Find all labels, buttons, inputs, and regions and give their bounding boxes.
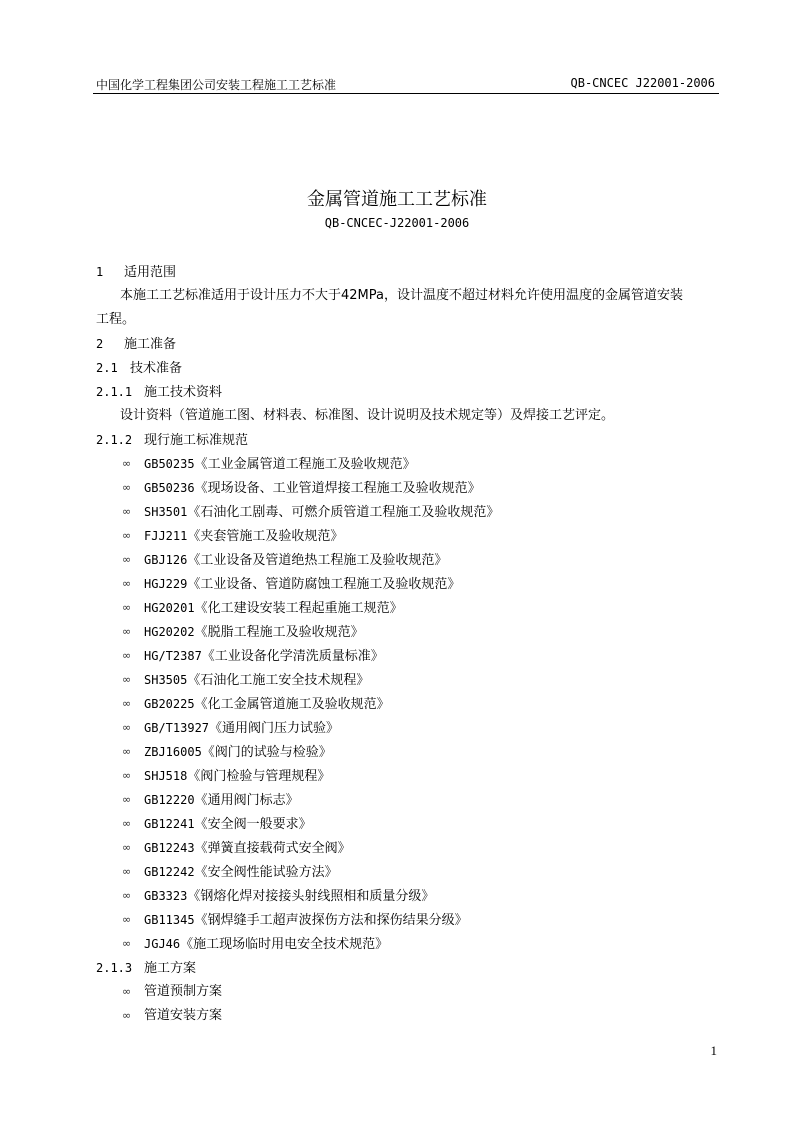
section-2-1-1-heading — [96, 383, 222, 402]
bullet-icon: ∞ — [122, 937, 132, 950]
standard-name: 《安全阀一般要求》 — [194, 817, 312, 832]
standard-item — [144, 479, 481, 498]
section-title: 现行施工标准规范 — [144, 433, 249, 448]
standard-item — [144, 455, 416, 474]
standard-code: GB12243 — [144, 841, 195, 855]
bullet-icon: ∞ — [122, 625, 132, 638]
bullet-icon: ∞ — [122, 1009, 132, 1022]
bullet-icon: ∞ — [122, 769, 132, 782]
standard-item — [144, 647, 384, 666]
standard-item — [144, 551, 447, 570]
standard-code: GB50236 — [144, 481, 195, 495]
standard-name: 《阀门的试验与检验》 — [201, 745, 332, 760]
standard-name: 《工业设备及管道绝热工程施工及验收规范》 — [187, 553, 448, 568]
standard-item — [144, 935, 388, 954]
standard-item — [144, 527, 343, 546]
page-number: 1 — [710, 1043, 717, 1058]
document-code: QB-CNCEC-J22001-2006 — [324, 216, 470, 230]
bullet-icon: ∞ — [122, 457, 132, 470]
standard-item — [144, 887, 434, 906]
standard-code: ZBJ16005 — [144, 745, 202, 759]
bullet-icon: ∞ — [122, 889, 132, 902]
standard-code: SH3505 — [144, 673, 188, 687]
document-title: 金属管道施工工艺标准 — [307, 189, 487, 210]
standard-name: 《现场设备、工业管道焊接工程施工及验收规范》 — [194, 481, 481, 496]
section-number: 2.1.1 — [96, 385, 133, 399]
standard-code: HGJ229 — [144, 577, 188, 591]
bullet-icon: ∞ — [122, 553, 132, 566]
standard-name: 《通用阀门标志》 — [194, 793, 299, 808]
standard-code: FJJ211 — [144, 529, 188, 543]
standard-code: GBJ126 — [144, 553, 188, 567]
standard-name: 《化工金属管道施工及验收规范》 — [194, 697, 390, 712]
bullet-icon: ∞ — [122, 673, 132, 686]
plan-item: 管道预制方案 — [144, 984, 223, 999]
section-number: 2.1.2 — [96, 433, 133, 447]
standard-code: HG/T2387 — [144, 649, 202, 663]
section-title: 施工准备 — [124, 337, 177, 352]
standard-item — [144, 599, 403, 618]
standard-code: SHJ518 — [144, 769, 188, 783]
bullet-icon: ∞ — [122, 529, 132, 542]
standard-name: 《工业金属管道工程施工及验收规范》 — [194, 457, 416, 472]
standard-code: SH3501 — [144, 505, 188, 519]
section-2-1-2-heading — [96, 431, 248, 450]
standard-item — [144, 719, 339, 738]
standard-item — [144, 695, 390, 714]
standard-name: 《脱脂工程施工及验收规范》 — [194, 625, 364, 640]
section-number: 2.1.3 — [96, 961, 133, 975]
standard-name: 《化工建设安装工程起重施工规范》 — [194, 601, 403, 616]
bullet-icon: ∞ — [122, 505, 132, 518]
standard-name: 《工业设备、管道防腐蚀工程施工及验收规范》 — [187, 577, 461, 592]
section-2-1-heading — [96, 359, 182, 378]
standard-code: GB/T13927 — [144, 721, 210, 735]
standard-name: 《钢熔化焊对接接头射线照相和质量分级》 — [187, 889, 435, 904]
section-title: 适用范围 — [124, 265, 177, 280]
bullet-icon: ∞ — [122, 481, 132, 494]
standard-code: GB20225 — [144, 697, 195, 711]
section-title: 技术准备 — [130, 361, 183, 376]
section-1-body-line2: 工程。 — [96, 312, 136, 327]
section-2-1-1-body: 设计资料（管道施工图、材料表、标准图、设计说明及技术规定等）及焊接工艺评定。 — [120, 408, 615, 423]
section-1-heading — [96, 263, 176, 282]
standard-code: JGJ46 — [144, 937, 181, 951]
bullet-icon: ∞ — [122, 601, 132, 614]
section-number: 2 — [96, 337, 104, 351]
standard-item — [144, 575, 460, 594]
standard-name: 《石油化工剧毒、可燃介质管道工程施工及验收规范》 — [187, 505, 500, 520]
standard-item — [144, 503, 499, 522]
section-2-heading — [96, 335, 176, 354]
standard-code: GB11345 — [144, 913, 195, 927]
section-2-1-3-heading — [96, 959, 196, 978]
standard-item — [144, 767, 330, 786]
standard-code: HG20201 — [144, 601, 195, 615]
standard-name: 《石油化工施工安全技术规程》 — [187, 673, 370, 688]
standard-name: 《安全阀性能试验方法》 — [194, 865, 338, 880]
section-1-body-line1: 本施工工艺标准适用于设计压力不大于42MPa，设计温度不超过材料允许使用温度的金属管道安装 — [120, 288, 683, 303]
standard-item — [144, 671, 369, 690]
standard-item — [144, 839, 351, 858]
standard-name: 《钢焊缝手工超声波探伤方法和探伤结果分级》 — [194, 913, 468, 928]
standard-code: GB12242 — [144, 865, 195, 879]
bullet-icon: ∞ — [122, 577, 132, 590]
bullet-icon: ∞ — [122, 745, 132, 758]
standard-name: 《施工现场临时用电安全技术规范》 — [180, 937, 389, 952]
section-title: 施工技术资料 — [144, 385, 223, 400]
header-rule — [93, 93, 719, 94]
standard-item — [144, 743, 332, 762]
bullet-icon: ∞ — [122, 817, 132, 830]
section-number: 2.1 — [96, 361, 118, 375]
bullet-icon: ∞ — [122, 913, 132, 926]
standard-name: 《通用阀门压力试验》 — [209, 721, 340, 736]
standard-code: GB50235 — [144, 457, 195, 471]
bullet-icon: ∞ — [122, 649, 132, 662]
section-number: 1 — [96, 265, 104, 279]
standard-name: 《弹簧直接载荷式安全阀》 — [194, 841, 351, 856]
standard-name: 《夹套管施工及验收规范》 — [187, 529, 344, 544]
bullet-icon: ∞ — [122, 697, 132, 710]
bullet-icon: ∞ — [122, 793, 132, 806]
standard-code: GB12220 — [144, 793, 195, 807]
standard-code: HG20202 — [144, 625, 195, 639]
standard-item — [144, 623, 364, 642]
standard-name: 《工业设备化学清洗质量标准》 — [201, 649, 384, 664]
standard-code: GB12241 — [144, 817, 195, 831]
plan-item: 管道安装方案 — [144, 1008, 223, 1023]
standard-item — [144, 815, 312, 834]
bullet-icon: ∞ — [122, 721, 132, 734]
standard-item — [144, 863, 338, 882]
bullet-icon: ∞ — [122, 865, 132, 878]
standard-code: GB3323 — [144, 889, 188, 903]
standard-item — [144, 791, 299, 810]
section-title: 施工方案 — [144, 961, 197, 976]
header-right-code: QB-CNCEC J22001-2006 — [570, 76, 715, 90]
bullet-icon: ∞ — [122, 841, 132, 854]
standard-name: 《阀门检验与管理规程》 — [187, 769, 331, 784]
header-left-text: 中国化学工程集团公司安装工程施工工艺标准 — [96, 78, 337, 92]
standard-item — [144, 911, 468, 930]
bullet-icon: ∞ — [122, 985, 132, 998]
